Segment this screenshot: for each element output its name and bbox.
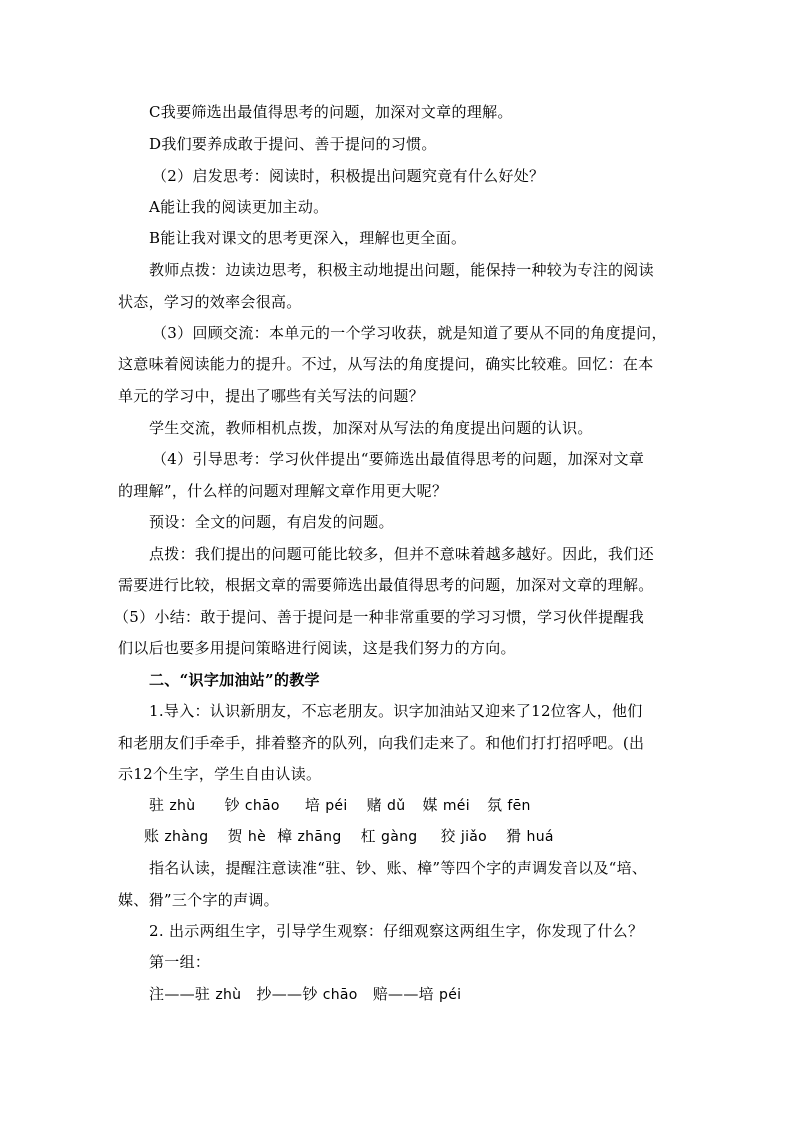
- step-2-prompt: （2）启发思考：阅读时，积极提出问题究竟有什么好处？: [152, 167, 545, 185]
- char-row-2: [144, 826, 554, 847]
- teacher-guidance-cont: 状态，学习的效率会很高。: [118, 293, 302, 311]
- char-item: 狡 jiǎo: [440, 827, 488, 845]
- char-row-1: [149, 795, 531, 816]
- char-item: 驻 zhù: [149, 796, 196, 814]
- teacher-guidance: 教师点拨：边读边思考，积极主动地提出问题，能保持一种较为专注的阅读: [149, 261, 654, 279]
- option-b: B能让我对课文的思考更深入，理解也更全面。: [149, 229, 467, 247]
- intro-paragraph-cont1: 和老朋友们手牵手，排着整齐的队列，向我们走来了。和他们打打招呼吧。(出: [118, 734, 645, 752]
- char-pair: 抄——钞 chāo: [256, 985, 358, 1003]
- preset-answer: 预设：全文的问题，有启发的问题。: [149, 513, 394, 531]
- option-d: D我们要养成敢于提问、善于提问的习惯。: [149, 135, 437, 153]
- step-5-summary: （5）小结：敢于提问、善于提问是一种非常重要的学习习惯，学习伙伴提醒我: [114, 608, 645, 626]
- char-item: 钞 chāo: [224, 796, 280, 814]
- intro-paragraph-cont2: 示12个生字，学生自由认读。: [118, 765, 322, 783]
- option-c: C我要筛选出最值得思考的问题，加深对文章的理解。: [149, 103, 513, 121]
- char-item: 樟 zhāng: [277, 827, 342, 845]
- char-item: 账 zhàng: [144, 827, 209, 845]
- guidance-point: 点拨：我们提出的问题可能比较多，但并不意味着越多越好。因此，我们还: [149, 545, 654, 563]
- option-a: A能让我的阅读更加主动。: [149, 198, 329, 216]
- group-1-label: 第一组：: [149, 953, 211, 971]
- char-item: 培 péi: [304, 796, 348, 814]
- step-5-summary-cont: 们以后也要多用提问策略进行阅读，这是我们努力的方向。: [118, 639, 516, 657]
- char-item: 贺 hè: [227, 827, 267, 845]
- char-item: 赌 dǔ: [366, 796, 406, 814]
- step-3-review-cont2: 单元的学习中，提出了哪些有关写法的问题？: [118, 387, 425, 405]
- char-item: 猾 huá: [506, 827, 554, 845]
- reading-instruction: 指名认读，提醒注意读准“驻、钞、账、樟”等四个字的声调发音以及“培、: [149, 859, 648, 877]
- char-pair: 注——驻 zhù: [149, 985, 242, 1003]
- intro-paragraph: 1.导入：认识新朋友，不忘老朋友。识字加油站又迎来了12位客人，他们: [149, 702, 643, 720]
- step-3-review: （3）回顾交流：本单元的一个学习收获，就是知道了要从不同的角度提问，: [152, 324, 667, 342]
- step-2-observe: 2. 出示两组生字，引导学生观察：仔细观察这两组生字，你发现了什么？: [149, 922, 644, 940]
- char-item: 媒 méi: [422, 796, 470, 814]
- guidance-point-cont: 需要进行比较，根据文章的需要筛选出最值得思考的问题，加深对文章的理解。: [118, 576, 654, 594]
- reading-instruction-cont: 媒、猾”三个字的声调。: [118, 891, 279, 909]
- char-item: 杠 gàng: [360, 827, 418, 845]
- step-4-guide-cont: 的理解”，什么样的问题对理解文章作用更大呢？: [118, 482, 448, 500]
- section-heading: 二、“识字加油站”的教学: [149, 671, 320, 689]
- student-exchange: 学生交流，教师相机点拨，加深对从写法的角度提出问题的认识。: [149, 419, 593, 437]
- step-4-guide: （4）引导思考：学习伙伴提出“要筛选出最值得思考的问题，加深对文章: [152, 450, 645, 468]
- char-pair: 赔——培 péi: [372, 985, 462, 1003]
- group-1-pairs: [149, 984, 461, 1005]
- char-item: 氛 fēn: [486, 796, 531, 814]
- step-3-review-cont1: 这意味着阅读能力的提升。不过，从写法的角度提问，确实比较难。回忆：在本: [118, 355, 654, 373]
